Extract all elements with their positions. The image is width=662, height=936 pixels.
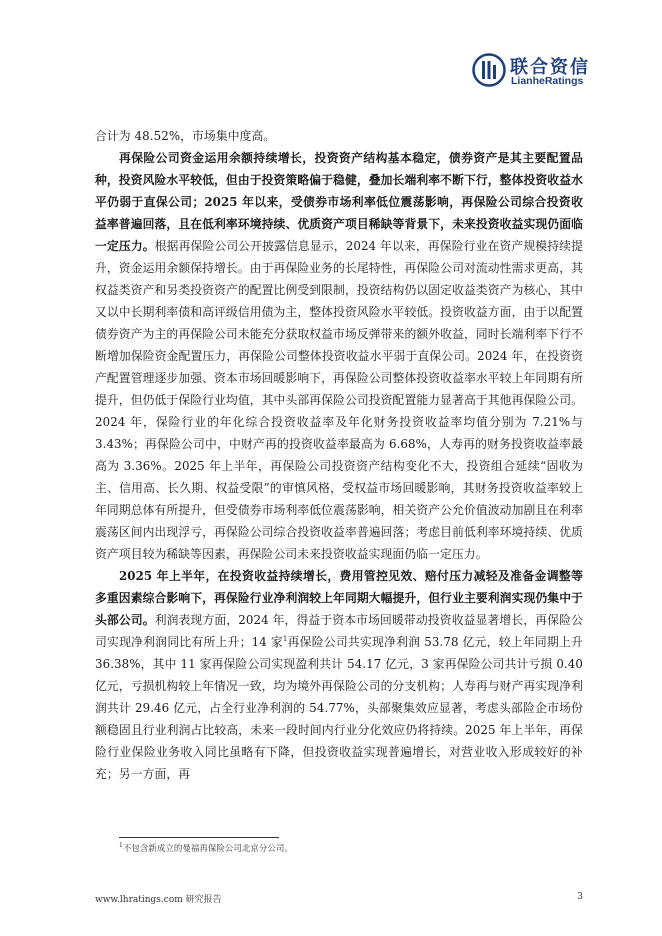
company-logo [472, 51, 592, 91]
paragraph-investment-summary: 再保险公司资金运用余额持续增长，投资资产结构基本稳定，债券资产是其主要配置品种，投资风险水平较低，但由于投资策略偏于稳健，叠加长端利率不断下行，整体投资收益水平仍弱于直保公司；2025 年以来，受债券市场利率低位震荡影响，再保险公司综合投资收益率普遍回落，且在低利率环境持续、优质资产项目稀缺等背景下，未来投资收益实现仍面临一定压力。 [95, 151, 583, 253]
logo-text-cn: 联合资信 [510, 57, 590, 78]
lianhe-logo-icon [472, 53, 506, 87]
report-body [95, 125, 583, 785]
paragraph-market-concentration: 合计为 48.52%，市场集中度高。 [95, 129, 276, 143]
paragraph-investment-detail: 根据再保险公司公开披露信息显示，2024 年以来，再保险行业在资产规模持续提升，资金运用余额保持增长。由于再保险业务的长尾特性，再保险公司对流动性需求更高，其权益类资产和另类投资资产的配置比例受到限制，投资结构仍以固定收益类资产为核心，其中又以中长期利率债和高评级信用债为主，整体投资风险水平较低。投资收益方面，由于以配置债券资产为主的再保险公司未能充分获取权益市场反弹带来的额外收益，同时长端利率下行不断增加保险资金配置压力，再保险公司整体投资收益水平弱于直保公司。2024 年，在投资资产配置管理逐步加强、资本市场回暖影响下，再保险公司整体投资收益率水平较上年同期有所提升，但仍低于保险行业均值，其中头部再保险公司投资配置能力显著高于其他再保险公司。2024 年，保险行业的年化综合投资收益率及年化财务投资收益率均值分别为 7.21%与 3.43%；再保险公司中，中财产再的投资收益率最高为 6.68%，人寿再的财务投资收益率最高为 3.36%。2025 年上半年，再保险公司投资资产结构变化不大，投资组合延续“固收为主、信用高、长久期、权益受限”的审慎风格，受权益市场回暖影响，其财务投资收益率较上年同期总体有所提升，但受债券市场利率低位震荡影响，相关资产公允价值波动加剧且在利率震荡区间内出现浮亏，再保险公司综合投资收益率普遍回落；考虑目前低利率环境持续、优质资产项目较为稀缺等因素，再保险公司未来投资收益实现面仍临一定压力。 [95, 239, 583, 561]
footnote-divider [119, 837, 279, 838]
footnote [119, 842, 293, 854]
paragraph-profit-summary: 2025 年上半年，在投资收益持续增长，费用管控见效、赔付压力减轻及准备金调整等多重因素综合影响下，再保险行业净利润较上年同期大幅提升，但行业主要利润实现仍集中于头部公司。 [95, 569, 583, 627]
paragraph-profit [95, 565, 583, 785]
paragraph-investment [95, 147, 583, 565]
paragraph-profit-detail-a: 利润表现方面，2024 年，得益于资本市场回暖带动投资收益显著增长，再保险公司实现净利润同比有所上升；14 家 [95, 613, 583, 649]
footnote-mark: 1 [119, 842, 123, 850]
page-number: 3 [577, 892, 583, 902]
paragraph-profit-detail-b: 再保险公司共实现净利润 53.78 亿元，较上年同期上升 36.38%，其中 11 家再保险公司实现盈利共计 54.17 亿元，3 家再保险公司共计亏损 0.40 亿元，亏损机构较上年情况一致，均为境外再保险公司的分支机构；人寿再与财产再实现净利润共计 29.46 亿元，占全行业净利润的 54.77%，头部聚集效应显著，考虑头部险企市场份额稳固且行业利润占比较高，未来一段时间内行业分化效应仍将持续。2025 年上半年，再保险行业保险业务收入同比虽略有下降，但投资收益实现普遍增长，对营业收入形成较好的补充；另一方面，再 [95, 635, 583, 781]
footnote-reference: 1 [282, 635, 288, 644]
footer-website: www.lhratings.com 研究报告 [95, 895, 222, 905]
footnote-text: 不包含新成立的曼福再保险公司北京分公司。 [122, 844, 293, 854]
logo-text-en: LianheRatings [511, 75, 584, 87]
